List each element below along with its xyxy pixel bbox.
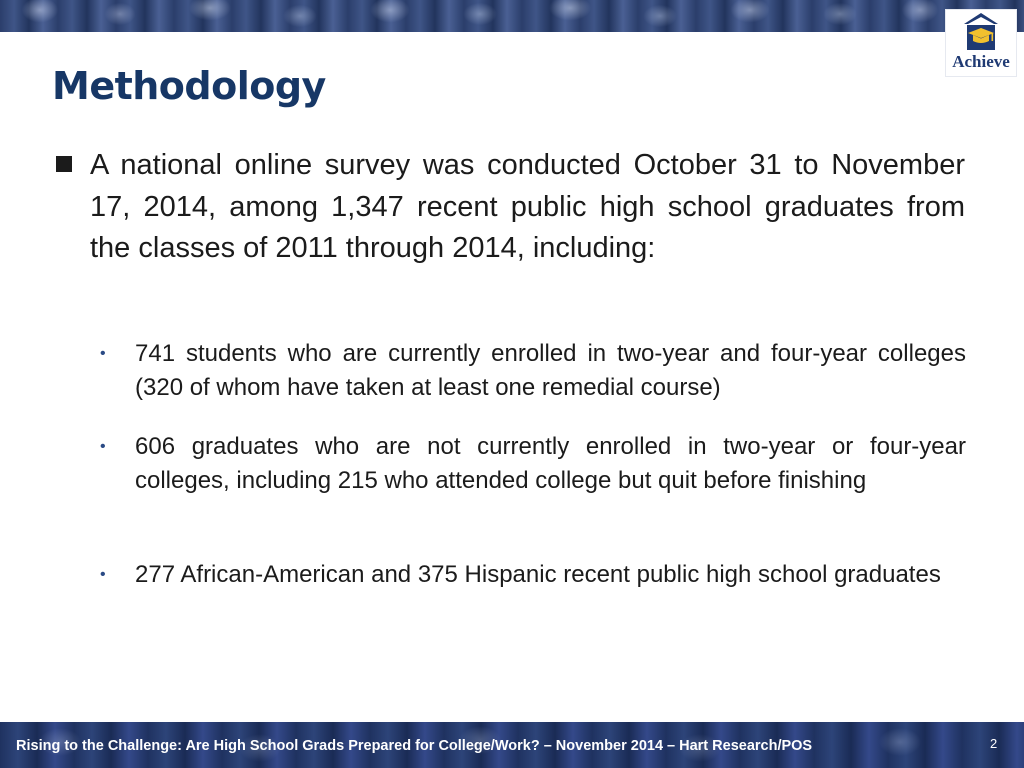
bullet-dot-icon: • [100, 345, 106, 362]
footer-caption: Rising to the Challenge: Are High School Grads Prepared for College/Work? – November 2014 – Hart Research/POS [16, 738, 813, 754]
page-number: 2 [990, 736, 998, 751]
square-bullet-icon [56, 156, 72, 172]
sub-bullet-text: 277 African-American and 375 Hispanic recent public high school graduates [135, 561, 941, 588]
bullet-dot-icon: • [100, 566, 106, 583]
slide-title: Methodology [52, 64, 326, 108]
mortarboard-house-icon [961, 12, 1001, 52]
achieve-logo [946, 10, 1016, 76]
sub-bullet-text: 741 students who are currently enrolled in two-year and four-year colleges (320 of whom have taken at least one remedial course) [135, 340, 966, 401]
main-bullet-text: A national online survey was conducted October 31 to November 17, 2014, among 1,347 recent public high school graduates from the classes of 2011 through 2014, including: [90, 149, 965, 264]
footer-bar [0, 722, 1024, 768]
bullet-dot-icon: • [100, 438, 106, 455]
header-photo-banner [0, 0, 1024, 32]
logo-wordmark: Achieve [952, 52, 1010, 71]
sub-bullet-text: 606 graduates who are not currently enrolled in two-year or four-year colleges, including 215 who attended college but quit before finishing [135, 433, 966, 494]
